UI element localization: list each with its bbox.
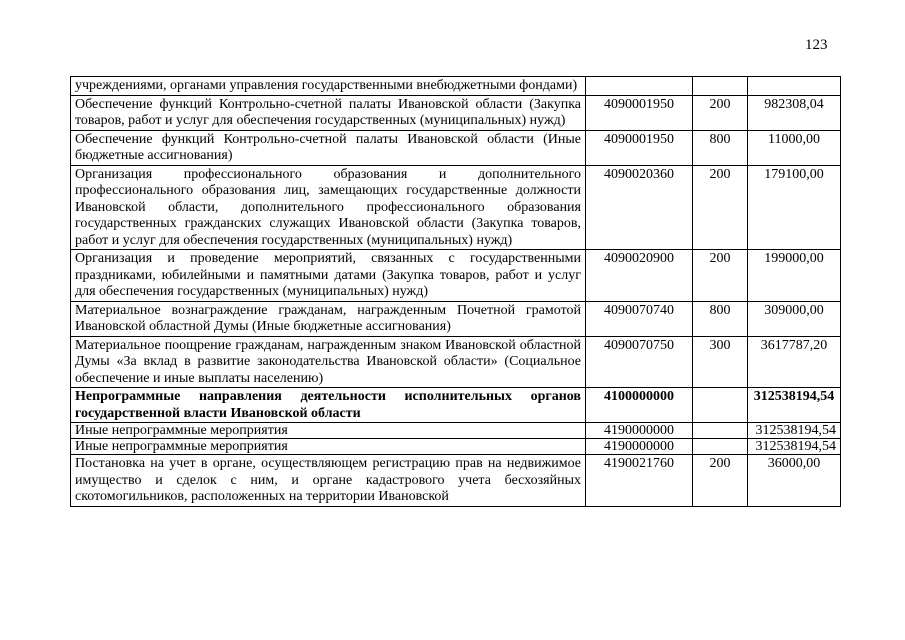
row-description: Постановка на учет в органе, осуществляющем регистрацию прав на недвижимое имущество и сделок с ним, и органе кадастрового учета бесхозяйных скотомогильников, расположенных на территории Ивановской bbox=[71, 455, 586, 507]
row-description: Материальное поощрение гражданам, награжденным знаком Ивановской областной Думы «За вклад в развитие законодательства Ивановской области» (Социальное обеспечение и иные выплаты населению) bbox=[71, 336, 586, 388]
table-row bbox=[71, 439, 841, 455]
row-amount: 312538194,54 bbox=[748, 388, 841, 423]
row-code: 4090001950 bbox=[586, 130, 693, 165]
row-code: 4090001950 bbox=[586, 95, 693, 130]
row-amount: 309000,00 bbox=[748, 301, 841, 336]
table-row bbox=[71, 301, 841, 336]
row-description: учреждениями, органами управления государственными внебюджетными фондами) bbox=[71, 77, 586, 96]
row-expense-type: 300 bbox=[693, 336, 748, 388]
row-expense-type: 200 bbox=[693, 455, 748, 507]
row-expense-type: 200 bbox=[693, 165, 748, 250]
row-description: Иные непрограммные мероприятия bbox=[71, 439, 586, 455]
page-number: 123 bbox=[805, 37, 828, 53]
row-description: Материальное вознаграждение гражданам, награжденным Почетной грамотой Ивановской областной Думы (Иные бюджетные ассигнования) bbox=[71, 301, 586, 336]
row-description: Обеспечение функций Контрольно-счетной палаты Ивановской области (Закупка товаров, работ и услуг для обеспечения государственных (муниципальных) нужд) bbox=[71, 95, 586, 130]
row-amount: 179100,00 bbox=[748, 165, 841, 250]
row-expense-type: 800 bbox=[693, 301, 748, 336]
row-expense-type: 200 bbox=[693, 95, 748, 130]
row-code: 4090070750 bbox=[586, 336, 693, 388]
table-row bbox=[71, 130, 841, 165]
row-expense-type bbox=[693, 388, 748, 423]
row-amount: 3617787,20 bbox=[748, 336, 841, 388]
table-row bbox=[71, 336, 841, 388]
row-description: Непрограммные направления деятельности исполнительных органов государственной власти Ивановской области bbox=[71, 388, 586, 423]
row-description: Организация профессионального образования и дополнительного профессионального образования лиц, замещающих государственные должности Ивановской области, дополнительного профессионального образования государственных гражданских служащих Ивановской области (Закупка товаров, работ и услуг для обеспечения государственных (муниципальных) нужд) bbox=[71, 165, 586, 250]
row-amount: 312538194,54 bbox=[748, 423, 841, 439]
budget-table bbox=[70, 76, 841, 507]
row-code: 4090020900 bbox=[586, 250, 693, 302]
row-code: 4190000000 bbox=[586, 439, 693, 455]
row-code: 4190021760 bbox=[586, 455, 693, 507]
row-code: 4190000000 bbox=[586, 423, 693, 439]
row-amount bbox=[748, 77, 841, 96]
row-expense-type bbox=[693, 423, 748, 439]
row-code: 4100000000 bbox=[586, 388, 693, 423]
table-row bbox=[71, 95, 841, 130]
row-description: Организация и проведение мероприятий, связанных с государственными праздниками, юбилейными и памятными датами (Закупка товаров, работ и услуг для обеспечения государственных (муниципальных) нужд) bbox=[71, 250, 586, 302]
row-amount: 982308,04 bbox=[748, 95, 841, 130]
row-expense-type: 800 bbox=[693, 130, 748, 165]
table-row-section-total bbox=[71, 388, 841, 423]
row-code bbox=[586, 77, 693, 96]
table-row bbox=[71, 77, 841, 96]
table-row bbox=[71, 423, 841, 439]
row-expense-type bbox=[693, 439, 748, 455]
row-code: 4090020360 bbox=[586, 165, 693, 250]
table-row bbox=[71, 250, 841, 302]
row-amount: 11000,00 bbox=[748, 130, 841, 165]
row-description: Иные непрограммные мероприятия bbox=[71, 423, 586, 439]
row-expense-type bbox=[693, 77, 748, 96]
table-row bbox=[71, 455, 841, 507]
row-amount: 36000,00 bbox=[748, 455, 841, 507]
row-expense-type: 200 bbox=[693, 250, 748, 302]
row-amount: 199000,00 bbox=[748, 250, 841, 302]
row-code: 4090070740 bbox=[586, 301, 693, 336]
table-row bbox=[71, 165, 841, 250]
row-amount: 312538194,54 bbox=[748, 439, 841, 455]
row-description: Обеспечение функций Контрольно-счетной палаты Ивановской области (Иные бюджетные ассигнования) bbox=[71, 130, 586, 165]
